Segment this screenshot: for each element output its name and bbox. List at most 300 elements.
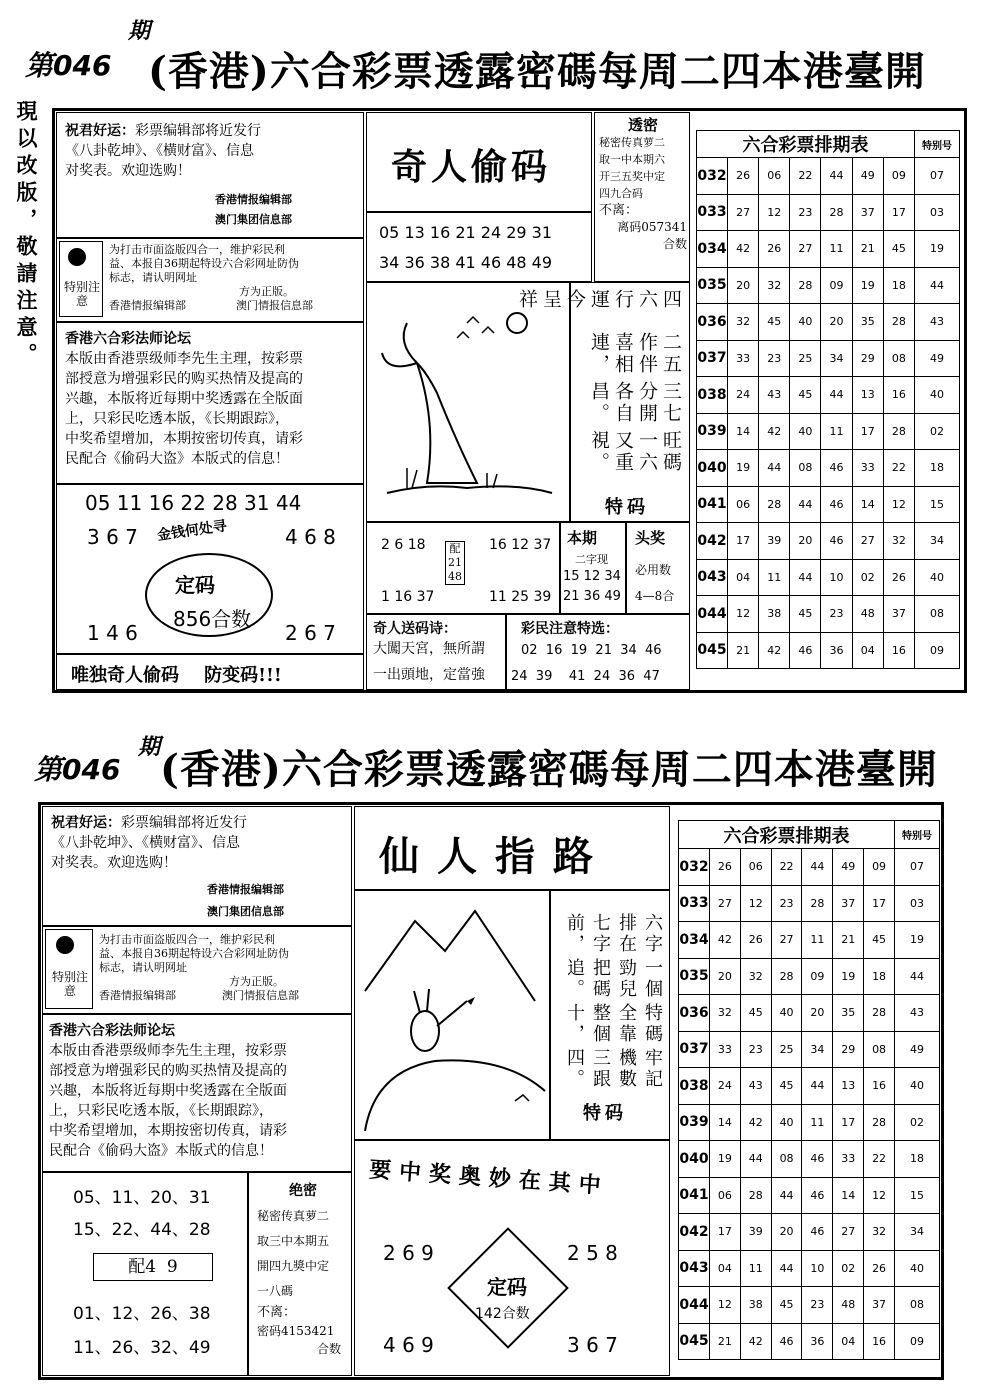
schedule-number: 44	[802, 849, 833, 886]
schedule-number: 46	[802, 1214, 833, 1251]
schedule-number: 02	[852, 559, 883, 596]
schedule-number: 14	[852, 486, 883, 523]
schedule-period: 034	[679, 922, 710, 959]
schedule-title-bottom: 六合彩票排期表	[679, 821, 895, 849]
poem-column1: 四六行運今呈祥	[516, 289, 682, 311]
benqi-box	[560, 522, 626, 614]
schedule-number: 11	[759, 559, 790, 596]
greeting-signature2-bottom: 澳门集团信息部	[207, 905, 284, 918]
schedule-number: 21	[728, 632, 759, 669]
greeting-signature2: 澳门集团信息部	[215, 213, 292, 226]
forum-line1-bottom: 本版由香港票级师李先生主理，按彩票	[49, 1043, 287, 1059]
schedule-special-number: 40	[895, 1250, 940, 1287]
schedule-number: 44	[759, 450, 790, 487]
schedule-row	[679, 849, 940, 886]
schedule-number: 43	[759, 377, 790, 414]
schedule-period: 038	[697, 377, 728, 414]
schedule-title: 六合彩票排期表	[697, 131, 915, 158]
schedule-period: 037	[679, 1031, 710, 1068]
schedule-number: 49	[852, 158, 883, 195]
forum-line3: 兴趣，本版将近每期中奖透露在全版面	[65, 391, 303, 407]
forum-line5-bottom: 中奖希望增加，本期按密切传真，请彩	[49, 1123, 287, 1139]
toujiang-value: 4—8合	[635, 589, 675, 603]
reveal-line7: 合数	[662, 237, 687, 251]
attention-line1: 02 16 19 21 34 46	[521, 643, 662, 658]
right-bottom-code: 2 6 7	[285, 621, 336, 645]
notice-signature2: 澳门情报信息部	[236, 299, 313, 312]
schedule-number: 23	[821, 596, 852, 633]
reveal-title: 透密	[627, 116, 658, 134]
schedule-row	[679, 1214, 940, 1251]
schedule-period: 043	[679, 1250, 710, 1287]
schedule-number: 06	[710, 1177, 741, 1214]
schedule-number: 09	[821, 267, 852, 304]
schedule-special-number: 18	[895, 1141, 940, 1178]
schedule-number: 40	[790, 304, 821, 341]
schedule-number: 33	[728, 340, 759, 377]
combo-box	[366, 522, 560, 614]
schedule-number: 22	[790, 158, 821, 195]
poem-column3: 三七分開各自昌。	[588, 380, 682, 425]
right-bottom-code-bottom: 3 6 7	[567, 1333, 618, 1357]
schedule-row	[697, 267, 960, 304]
schedule-number: 27	[710, 885, 741, 922]
number-list-line1: 05、11、20、31	[73, 1188, 211, 1208]
schedule-special-number: 40	[895, 1068, 940, 1105]
forum-line3-bottom: 兴趣，本版将近每期中奖透露在全版面	[49, 1083, 287, 1099]
schedule-special-number: 09	[895, 1323, 940, 1360]
schedule-number: 45	[771, 1068, 802, 1105]
poem-box	[516, 282, 690, 522]
schedule-number: 06	[759, 158, 790, 195]
schedule-period: 035	[679, 958, 710, 995]
secret-line5: 不离：	[257, 1305, 297, 1320]
schedule-number: 22	[864, 1141, 895, 1178]
notice-line3: 标志，请认明网址	[109, 271, 197, 284]
greeting-line3: 对奖表。欢迎选购！	[65, 163, 191, 179]
issue-qi-bottom: 期	[138, 734, 161, 760]
schedule-number: 32	[710, 995, 741, 1032]
schedule-number: 48	[833, 1287, 864, 1324]
schedule-row	[697, 304, 960, 341]
schedule-period: 035	[697, 267, 728, 304]
schedule-number: 22	[883, 450, 914, 487]
schedule-number: 26	[728, 158, 759, 195]
schedule-special-number: 18	[915, 450, 960, 487]
schedule-number: 04	[833, 1323, 864, 1360]
schedule-number: 43	[740, 1068, 771, 1105]
schedule-number: 45	[790, 596, 821, 633]
schedule-number: 28	[802, 885, 833, 922]
schedule-number: 28	[771, 958, 802, 995]
notice-signature2-bottom: 澳门情报信息部	[222, 989, 299, 1002]
schedule-number: 23	[740, 1031, 771, 1068]
schedule-row	[697, 413, 960, 450]
secret-title: 绝密	[289, 1183, 317, 1199]
poem-column1-bottom: 六字排在七字前，	[564, 913, 663, 955]
schedule-period: 042	[697, 523, 728, 560]
notice-line2: 益、本报自36期起特设六合彩网址防伪	[109, 257, 299, 270]
schedule-period: 032	[697, 158, 728, 195]
schedule-number: 08	[883, 340, 914, 377]
schedule-number: 12	[728, 596, 759, 633]
schedule-number: 10	[802, 1250, 833, 1287]
notice-signature1-bottom: 香港情报编辑部	[99, 989, 176, 1002]
benqi-title: 本期	[567, 529, 598, 547]
schedule-row	[697, 596, 960, 633]
schedule-number: 12	[864, 1177, 895, 1214]
forum-title-bottom: 香港六合彩法师论坛	[49, 1023, 175, 1039]
illustration-box-bottom	[354, 890, 550, 1140]
schedule-number: 16	[883, 377, 914, 414]
notice-line4-bottom: 方为正版。	[229, 975, 284, 988]
schedule-number: 23	[790, 194, 821, 231]
combo-mid2: 21	[448, 556, 462, 569]
schedule-number: 14	[833, 1177, 864, 1214]
left-bottom-code-bottom: 4 6 9	[383, 1333, 434, 1357]
schedule-number: 29	[852, 340, 883, 377]
schedule-row	[697, 632, 960, 669]
forum-title: 香港六合彩法师论坛	[65, 331, 191, 347]
schedule-number: 37	[833, 885, 864, 922]
notice-badge-box-bottom	[45, 929, 93, 1009]
issue-number-bottom: 第046	[34, 753, 121, 786]
schedule-number: 28	[821, 194, 852, 231]
schedule-special-number: 19	[895, 922, 940, 959]
fixed-code-box	[56, 484, 364, 654]
bomb-icon	[68, 248, 86, 266]
schedule-number: 11	[821, 231, 852, 268]
notice-line2-bottom: 益、本报自36期起特设六合彩网址防伪	[99, 947, 289, 960]
schedule-special-number: 40	[915, 377, 960, 414]
schedule-number: 39	[740, 1214, 771, 1251]
schedule-row	[679, 1177, 940, 1214]
secret-line2: 取三中本期五	[257, 1234, 330, 1248]
schedule-number: 17	[864, 885, 895, 922]
schedule-number: 26	[883, 559, 914, 596]
poem-column2-bottom: 一個勁兒把碼追。	[564, 958, 663, 1000]
schedule-row	[697, 523, 960, 560]
schedule-number: 17	[852, 413, 883, 450]
schedule-number: 20	[802, 995, 833, 1032]
center-title-box-bottom	[354, 806, 670, 890]
greeting-head-bottom: 祝君好运：	[51, 815, 121, 831]
reveal-line1: 秘密传真萝二	[599, 136, 665, 149]
greeting-signature1-bottom: 香港情报编辑部	[207, 883, 284, 896]
schedule-number: 42	[710, 922, 741, 959]
schedule-number: 27	[852, 523, 883, 560]
schedule-number: 34	[821, 340, 852, 377]
schedule-number: 28	[883, 413, 914, 450]
schedule-number: 11	[740, 1250, 771, 1287]
poem-box-bottom	[550, 890, 670, 1140]
reveal-line6: 离码057341	[617, 220, 687, 234]
number-list-line4: 11、26、32、49	[73, 1338, 211, 1358]
schedule-table-bottom	[678, 820, 940, 1360]
schedule-number: 23	[802, 1287, 833, 1324]
schedule-row	[679, 1068, 940, 1105]
schedule-period: 037	[697, 340, 728, 377]
forum-line6-bottom: 民配合《偷码大盗》本版式的信息！	[49, 1143, 273, 1159]
combo-right1: 16 12 37	[489, 537, 552, 553]
schedule-period: 039	[697, 413, 728, 450]
schedule-number: 28	[864, 1104, 895, 1141]
schedule-period: 032	[679, 849, 710, 886]
schedule-number: 44	[740, 1141, 771, 1178]
schedule-special-number: 34	[915, 523, 960, 560]
schedule-row	[679, 958, 940, 995]
schedule-number: 14	[728, 413, 759, 450]
schedule-number: 45	[883, 231, 914, 268]
schedule-number: 33	[710, 1031, 741, 1068]
schedule-number: 02	[833, 1250, 864, 1287]
schedule-number: 32	[759, 267, 790, 304]
combo-left2: 1 16 37	[381, 589, 435, 605]
secret-line3: 開四九獎中定	[257, 1259, 330, 1273]
schedule-number: 44	[821, 377, 852, 414]
schedule-number: 42	[740, 1104, 771, 1141]
schedule-number: 18	[883, 267, 914, 304]
schedule-row	[679, 885, 940, 922]
greeting-line3-bottom: 对奖表。欢迎选购！	[51, 855, 177, 871]
number-list-line3: 01、12、26、38	[73, 1304, 211, 1324]
schedule-number: 13	[852, 377, 883, 414]
schedule-number: 09	[864, 849, 895, 886]
secret-line4: 一八碼	[257, 1284, 294, 1298]
schedule-number: 16	[864, 1068, 895, 1105]
schedule-number: 19	[710, 1141, 741, 1178]
schedule-number: 18	[864, 958, 895, 995]
greeting-box-bottom	[42, 806, 352, 926]
footer-box	[56, 654, 364, 690]
schedule-number: 35	[852, 304, 883, 341]
schedule-number: 34	[802, 1031, 833, 1068]
tema-label: 特码	[605, 497, 649, 518]
schedule-number: 13	[833, 1068, 864, 1105]
fixed-code-sum-bottom: 142合数	[475, 1306, 530, 1322]
issue-number-top: 第046	[25, 49, 112, 82]
schedule-number: 49	[833, 849, 864, 886]
benqi-sub: 二字现	[575, 553, 608, 566]
forum-line1: 本版由香港票级师李先生主理，按彩票	[65, 351, 303, 367]
greeting-line1: 彩票编辑部将近发行	[135, 123, 261, 139]
fixed-code-sum: 856合数	[173, 607, 252, 631]
schedule-number: 22	[771, 849, 802, 886]
combo-mid3: 48	[448, 570, 462, 583]
attention-line2: 24 39 41 24 36 47	[511, 669, 660, 684]
bomb-icon-bottom	[56, 936, 74, 954]
schedule-number: 08	[771, 1141, 802, 1178]
schedule-number: 46	[790, 632, 821, 669]
schedule-period: 043	[697, 559, 728, 596]
schedule-special-number: 19	[915, 231, 960, 268]
schedule-number: 48	[852, 596, 883, 633]
schedule-number: 37	[883, 596, 914, 633]
schedule-number: 44	[771, 1250, 802, 1287]
schedule-number: 44	[790, 486, 821, 523]
greeting-line2: 《八卦乾坤》、《横财富》、信息	[65, 143, 254, 159]
schedule-number: 29	[833, 1031, 864, 1068]
attention-box	[506, 614, 690, 690]
schedule-special: 特别号	[915, 131, 960, 158]
schedule-special-number: 02	[895, 1104, 940, 1141]
schedule-number: 45	[771, 1287, 802, 1324]
schedule-row	[697, 231, 960, 268]
schedule-number: 45	[864, 922, 895, 959]
forum-line4-bottom: 上，只彩民吃透本版，《长期跟踪》，	[49, 1103, 273, 1119]
fixed-code-box-bottom	[354, 1140, 670, 1376]
forum-line5: 中奖希望增加，本期按密切传真，请彩	[65, 431, 303, 447]
notice-line3-bottom: 标志，请认明网址	[99, 961, 187, 974]
forum-line2-bottom: 部授意为增强彩民的购买热情及提高的	[49, 1063, 287, 1079]
schedule-row	[697, 559, 960, 596]
schedule-period: 038	[679, 1068, 710, 1105]
schedule-number: 17	[883, 194, 914, 231]
side-note: 現以改版，敬請注意。	[14, 100, 39, 370]
schedule-number: 20	[821, 304, 852, 341]
schedule-period: 034	[697, 231, 728, 268]
schedule-number: 28	[790, 267, 821, 304]
schedule-number: 36	[821, 632, 852, 669]
benqi-line2: 21 36 49	[563, 589, 621, 604]
poem-column2: 二五作伴喜相連，	[588, 331, 682, 376]
schedule-number: 46	[821, 523, 852, 560]
schedule-special-number: 03	[915, 194, 960, 231]
right-top-code: 4 6 8	[285, 525, 336, 549]
schedule-number: 26	[740, 922, 771, 959]
issue-qi-top: 期	[128, 18, 151, 44]
forum-line2: 部授意为增强彩民的购买热情及提高的	[65, 371, 303, 387]
notice-badge-box	[59, 241, 103, 317]
schedule-number: 44	[790, 559, 821, 596]
schedule-number: 19	[833, 958, 864, 995]
schedule-number: 20	[710, 958, 741, 995]
schedule-number: 42	[759, 632, 790, 669]
send-poem-line1: 大闖天宮，無所謂	[373, 641, 485, 657]
schedule-row	[679, 1287, 940, 1324]
schedule-special-bottom: 特别号	[895, 821, 940, 849]
send-poem-box	[366, 614, 506, 690]
right-top-code-bottom: 2 5 8	[567, 1241, 618, 1265]
schedule-number: 17	[833, 1104, 864, 1141]
schedule-number: 40	[771, 995, 802, 1032]
schedule-number: 04	[728, 559, 759, 596]
schedule-number: 37	[864, 1287, 895, 1324]
schedule-number: 26	[759, 231, 790, 268]
schedule-number: 36	[802, 1323, 833, 1360]
schedule-number: 09	[802, 958, 833, 995]
number-list-box	[42, 1172, 248, 1376]
notice-signature1: 香港情报编辑部	[109, 299, 186, 312]
schedule-number: 11	[821, 413, 852, 450]
schedule-number: 27	[728, 194, 759, 231]
schedule-table-top	[696, 130, 960, 669]
pei-box: 配4 9	[93, 1253, 213, 1281]
schedule-special-number: 44	[915, 267, 960, 304]
secret-box	[248, 1172, 352, 1376]
schedule-number: 28	[864, 995, 895, 1032]
notice-line1-bottom: 为打击市面盗版四合一，维护彩民利	[99, 933, 275, 946]
schedule-period: 041	[679, 1177, 710, 1214]
poem-column4: 旺碼一六又重視。	[588, 429, 682, 474]
schedule-row	[679, 1141, 940, 1178]
schedule-number: 32	[864, 1214, 895, 1251]
schedule-number: 06	[740, 849, 771, 886]
schedule-number: 44	[771, 1177, 802, 1214]
schedule-special-number: 49	[895, 1031, 940, 1068]
schedule-number: 28	[740, 1177, 771, 1214]
schedule-number: 09	[883, 158, 914, 195]
schedule-number: 06	[728, 486, 759, 523]
schedule-number: 21	[852, 231, 883, 268]
schedule-number: 25	[790, 340, 821, 377]
schedule-special-number: 03	[895, 885, 940, 922]
schedule-row	[697, 450, 960, 487]
greeting-line1-bottom: 彩票编辑部将近发行	[121, 815, 247, 831]
schedule-number: 46	[802, 1177, 833, 1214]
forum-line6: 民配合《偷码大盗》本版式的信息！	[65, 451, 289, 467]
schedule-number: 45	[759, 304, 790, 341]
schedule-period: 039	[679, 1104, 710, 1141]
toujiang-sub: 必用数	[635, 563, 672, 577]
schedule-number: 04	[710, 1250, 741, 1287]
page-title-bottom: (香港)六合彩票透露密碼每周二四本港臺開	[160, 746, 938, 793]
notice-box	[56, 238, 364, 322]
notice-line4: 方为正版。	[239, 285, 294, 298]
schedule-row	[697, 158, 960, 195]
notice-line1: 为打击市面盗版四合一，维护彩民利	[109, 243, 285, 256]
reveal-line3: 开三五奖中定	[599, 170, 665, 183]
combo-right2: 11 25 39	[489, 589, 552, 605]
schedule-number: 32	[883, 523, 914, 560]
schedule-number: 12	[740, 885, 771, 922]
greeting-head: 祝君好运：	[65, 123, 135, 139]
schedule-row	[697, 194, 960, 231]
send-poem-line2: 一出頭地，定當強	[373, 667, 485, 683]
reveal-line2: 取一中本期六	[599, 153, 665, 166]
schedule-number: 12	[759, 194, 790, 231]
schedule-number: 33	[833, 1141, 864, 1178]
schedule-number: 23	[771, 885, 802, 922]
schedule-period: 040	[697, 450, 728, 487]
schedule-special-number: 07	[915, 158, 960, 195]
page-title-top: (香港)六合彩票透露密碼每周二四本港臺開	[148, 48, 926, 95]
center-title-bottom: 仙人指路	[379, 833, 611, 880]
schedule-period: 045	[679, 1323, 710, 1360]
schedule-number: 27	[790, 231, 821, 268]
schedule-period: 044	[697, 596, 728, 633]
poem-column3-bottom: 特碼全靠整個十，	[564, 1003, 663, 1045]
schedule-number: 28	[759, 486, 790, 523]
schedule-number: 24	[728, 377, 759, 414]
notice-badge: 特别注意	[63, 280, 100, 308]
schedule-period: 041	[697, 486, 728, 523]
schedule-number: 16	[883, 632, 914, 669]
schedule-number: 37	[852, 194, 883, 231]
schedule-number: 42	[740, 1323, 771, 1360]
fixed-code-label: 定码	[175, 573, 215, 597]
secret-line6: 密码4153421	[257, 1324, 335, 1338]
center-title: 奇人偷码	[391, 146, 552, 188]
schedule-special-number: 43	[915, 304, 960, 341]
schedule-number: 17	[710, 1214, 741, 1251]
schedule-special-number: 07	[895, 849, 940, 886]
greeting-box	[56, 112, 364, 238]
schedule-special-number: 09	[915, 632, 960, 669]
schedule-number: 26	[710, 849, 741, 886]
schedule-number: 33	[852, 450, 883, 487]
rabbit-mountain-illustration	[355, 891, 547, 1137]
